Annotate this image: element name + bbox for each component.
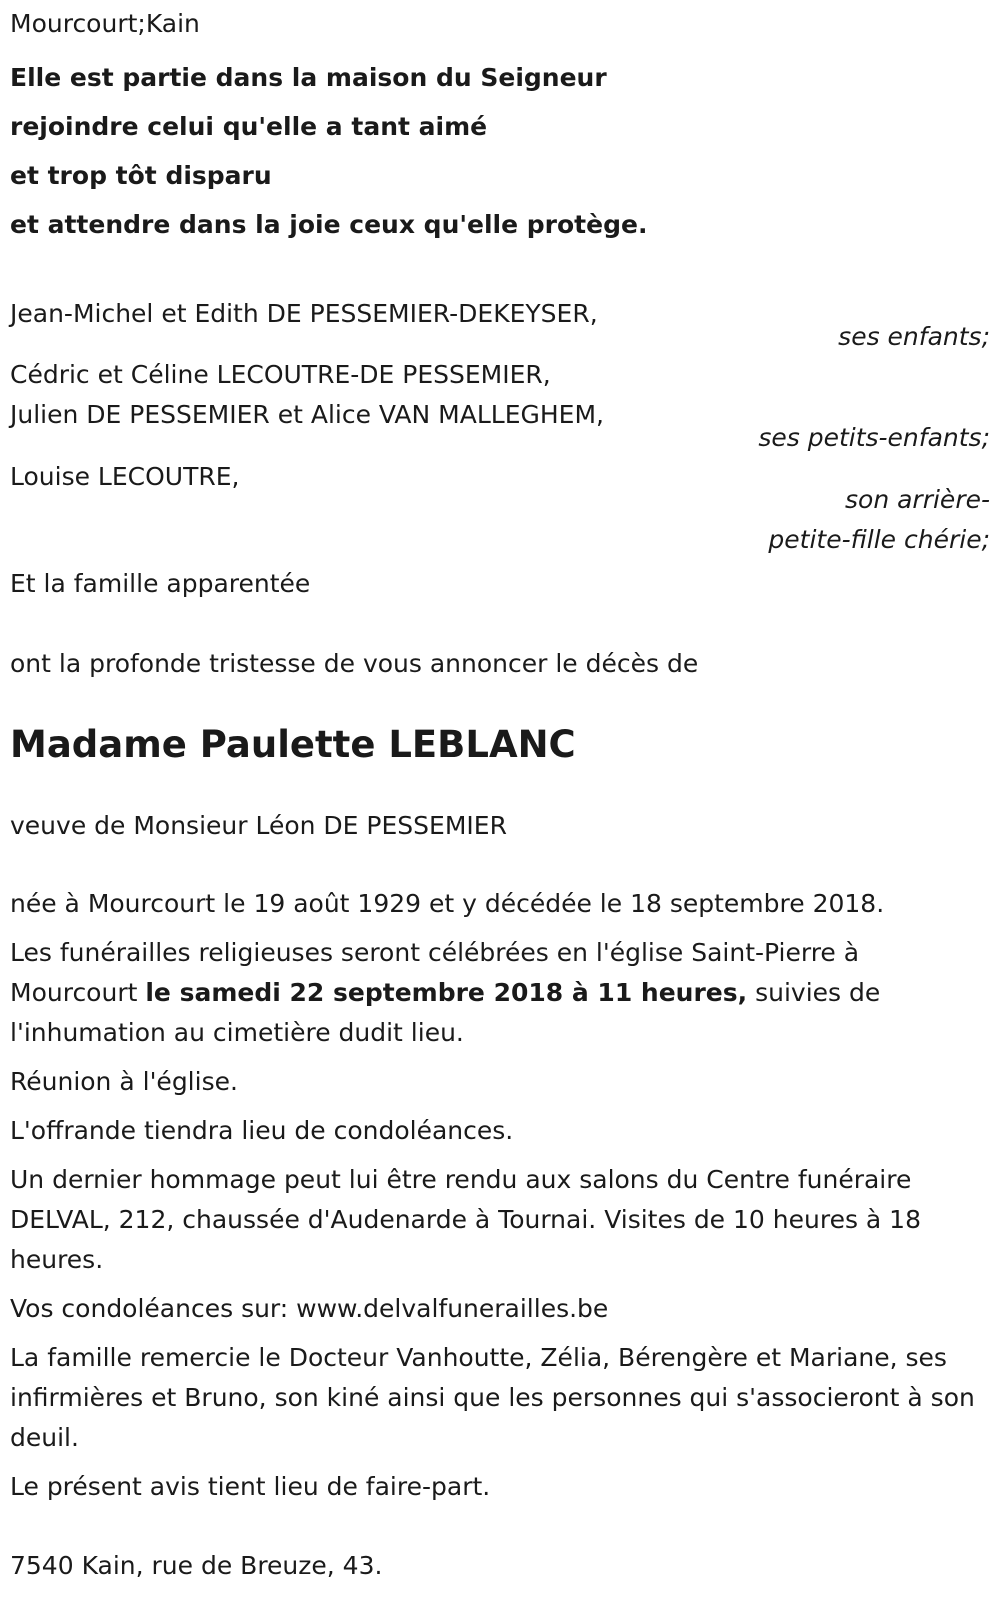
verse xyxy=(10,53,990,249)
birth-death: née à Mourcourt le 19 août 1929 et y décédée le 18 septembre 2018. xyxy=(10,889,885,918)
location: Mourcourt;Kain xyxy=(10,9,200,38)
verse-line-1: Elle est partie dans la maison du Seigneur xyxy=(10,63,607,92)
thanks: La famille remercie le Docteur Vanhoutte, Zélia, Bérengère et Mariane, ses infirmières et Bruno, son kiné ainsi que les personnes qui s'associeront à son deuil. xyxy=(10,1343,975,1452)
tribute: Un dernier hommage peut lui être rendu aux salons du Centre funéraire DELVAL, 212, chaussée d'Audenarde à Tournai. Visites de 10 heures à 18 heures. xyxy=(10,1165,921,1274)
widow-of: veuve de Monsieur Léon DE PESSEMIER xyxy=(10,811,507,840)
offering: L'offrande tiendra lieu de condoléances. xyxy=(10,1116,514,1145)
condolences: Vos condoléances sur: www.delvalfunerailles.be xyxy=(10,1294,609,1323)
funeral-text-before: Les funérailles religieuses seront célébrées en l'église Saint-Pierre à Mourcourt xyxy=(10,938,860,1007)
children-role: ses enfants; xyxy=(838,322,990,351)
funeral-date: le samedi 22 septembre 2018 à 11 heures, xyxy=(145,978,748,1007)
notice: Le présent avis tient lieu de faire-part. xyxy=(10,1472,491,1501)
verse-line-3: et trop tôt disparu xyxy=(10,161,272,190)
family-list xyxy=(10,249,990,564)
address: 7540 Kain, rue de Breuze, 43. xyxy=(10,1551,383,1580)
great-grandchild-name: Louise LECOUTRE, xyxy=(10,462,240,491)
great-grandchild-role-2: petite-fille chérie; xyxy=(768,525,990,554)
grandchildren-names-1: Cédric et Céline LECOUTRE-DE PESSEMIER, xyxy=(10,360,551,389)
grandchildren-names-2: Julien DE PESSEMIER et Alice VAN MALLEGHEM, xyxy=(10,400,604,429)
announcement: ont la profonde tristesse de vous annoncer le décès de xyxy=(10,649,699,678)
grandchildren-role: ses petits-enfants; xyxy=(758,423,990,452)
great-grandchild-role-1: son arrière- xyxy=(845,485,990,514)
deceased-name: Madame Paulette LEBLANC xyxy=(10,723,576,766)
children-names: Jean-Michel et Edith DE PESSEMIER-DEKEYSER, xyxy=(10,299,598,328)
related-family: Et la famille apparentée xyxy=(10,569,311,598)
meeting: Réunion à l'église. xyxy=(10,1067,238,1096)
funeral-text-after: suivies de l'inhumation au cimetière dudit lieu. xyxy=(10,978,881,1047)
funeral-details xyxy=(10,933,990,1053)
verse-line-2: rejoindre celui qu'elle a tant aimé xyxy=(10,112,488,141)
verse-line-4: et attendre dans la joie ceux qu'elle protège. xyxy=(10,210,648,239)
